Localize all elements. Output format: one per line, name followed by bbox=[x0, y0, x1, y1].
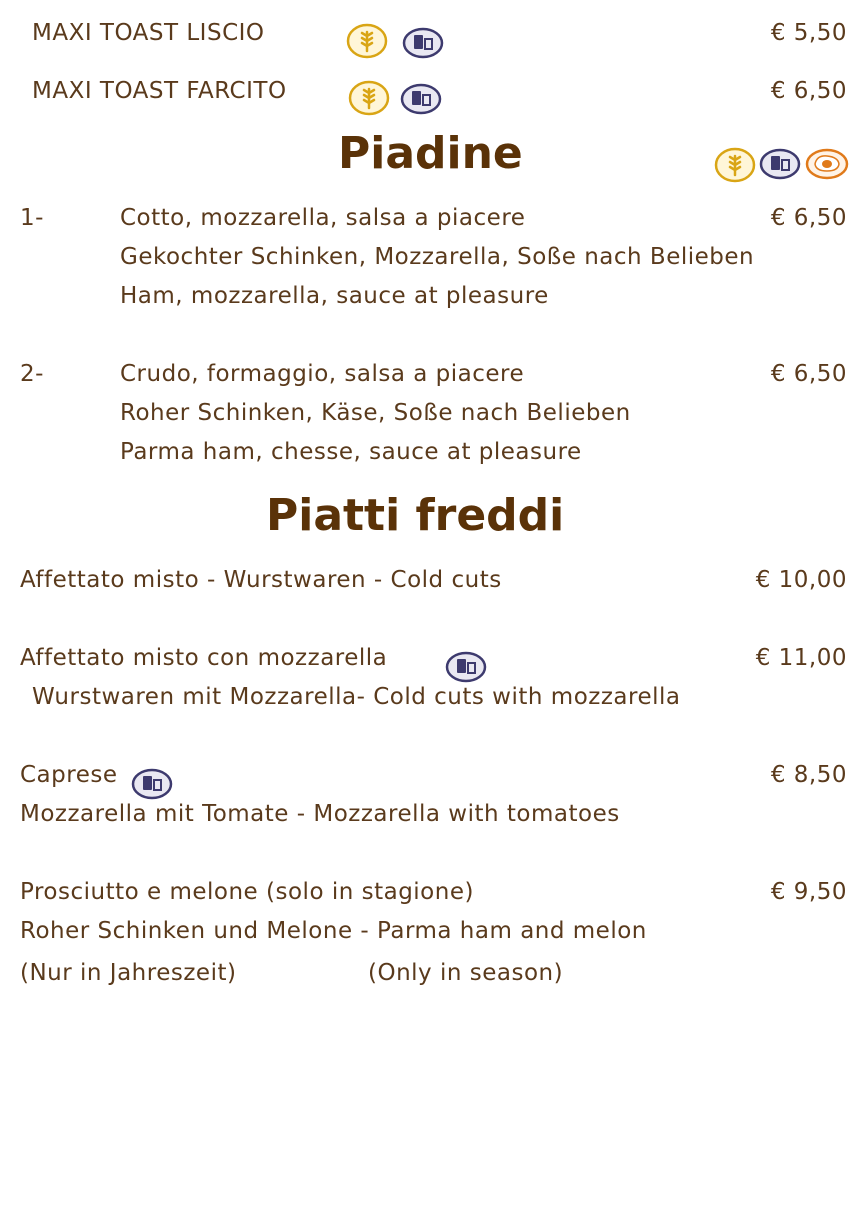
item-line: Affettato misto - Wurstwaren - Cold cuts bbox=[20, 567, 502, 593]
item-line: Roher Schinken und Melone - Parma ham and melon bbox=[20, 918, 647, 944]
menu-item-name: MAXI TOAST LISCIO bbox=[32, 20, 265, 46]
menu-item-price: € 5,50 bbox=[770, 20, 847, 46]
menu-item-price: € 10,00 bbox=[755, 567, 847, 593]
item-english: Ham, mozzarella, sauce at pleasure bbox=[120, 283, 549, 309]
item-line: (Only in season) bbox=[368, 960, 564, 986]
item-number: 1- bbox=[20, 205, 44, 231]
item-line: Wurstwaren mit Mozzarella- Cold cuts with mozzarella bbox=[32, 684, 681, 710]
milk-icon bbox=[759, 147, 801, 181]
menu-item-price: € 6,50 bbox=[770, 205, 847, 231]
item-line: Affettato misto con mozzarella bbox=[20, 645, 388, 671]
wheat-icon bbox=[348, 80, 390, 116]
section-heading: Piadine bbox=[338, 128, 523, 179]
item-german: Roher Schinken, Käse, Soße nach Belieben bbox=[120, 400, 631, 426]
menu-item-price: € 6,50 bbox=[770, 78, 847, 104]
milk-icon bbox=[400, 82, 442, 116]
menu-item-price: € 6,50 bbox=[770, 361, 847, 387]
section-heading: Piatti freddi bbox=[266, 490, 565, 541]
menu-item-price: € 8,50 bbox=[770, 762, 847, 788]
item-italian: Cotto, mozzarella, salsa a piacere bbox=[120, 205, 526, 231]
item-number: 2- bbox=[20, 361, 44, 387]
menu-item-price: € 9,50 bbox=[770, 879, 847, 905]
item-german: Gekochter Schinken, Mozzarella, Soße nach Belieben bbox=[120, 244, 755, 270]
milk-icon bbox=[444, 650, 488, 684]
wheat-icon bbox=[346, 23, 388, 59]
item-line: Mozzarella mit Tomate - Mozzarella with tomatoes bbox=[20, 801, 620, 827]
menu-item-price: € 11,00 bbox=[755, 645, 847, 671]
menu-item-name: MAXI TOAST FARCITO bbox=[32, 78, 287, 104]
item-line: Prosciutto e melone (solo in stagione) bbox=[20, 879, 474, 905]
milk-icon bbox=[402, 26, 444, 60]
milk-icon bbox=[130, 767, 174, 801]
egg-icon bbox=[805, 147, 849, 181]
item-english: Parma ham, chesse, sauce at pleasure bbox=[120, 439, 582, 465]
wheat-icon bbox=[714, 147, 756, 183]
item-line: Caprese bbox=[20, 762, 118, 788]
item-line: (Nur in Jahreszeit) bbox=[20, 960, 237, 986]
item-italian: Crudo, formaggio, salsa a piacere bbox=[120, 361, 525, 387]
